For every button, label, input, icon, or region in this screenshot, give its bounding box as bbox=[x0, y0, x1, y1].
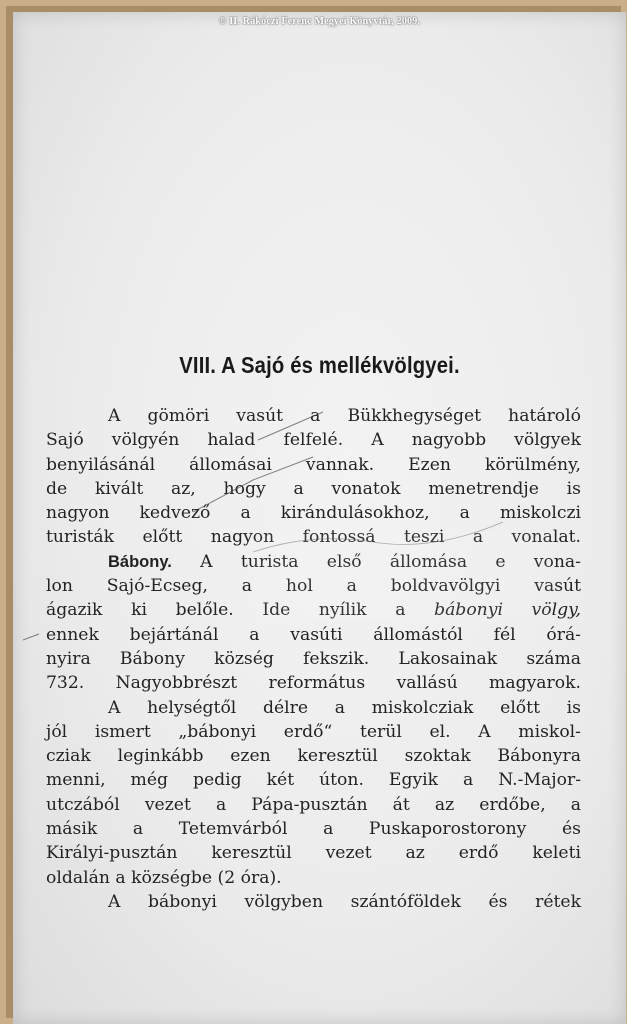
text-line: jól ismert „bábonyi erdő“ terül el. A miskol- bbox=[46, 721, 581, 742]
text-line: Sajó völgyén halad felfelé. A nagyobb völgyek bbox=[46, 430, 581, 451]
copyright-watermark: © II. Rákóczi Ferenc Megyei Könyvtár, 2009. bbox=[218, 16, 421, 27]
text-line: de kivált az, hogy a vonatok menetrendje is bbox=[46, 478, 581, 499]
text-line: A gömöri vasút a Bükkhegységet határoló bbox=[108, 406, 581, 426]
text-line bbox=[46, 550, 581, 574]
text-line: turisták előtt nagyon fontossá teszi a vonalat. bbox=[46, 527, 581, 548]
text-line: benyilásánál állomásai vannak. Ezen körülmény, bbox=[46, 454, 581, 475]
text-line: menni, még pedig két úton. Egyik a N.-Major- bbox=[46, 770, 581, 791]
text-line: lon Sajó-Ecseg, a hol a boldvavölgyi vasút bbox=[46, 576, 581, 597]
text-line: oldalán a községbe (2 óra). bbox=[46, 867, 282, 888]
section-heading-babony: Bábony. bbox=[108, 552, 172, 571]
text-line: ennek bejártánál a vasúti állomástól fél órá- bbox=[46, 624, 581, 645]
chapter-title: VIII. A Sajó és mellékvölgyei. bbox=[179, 352, 460, 378]
text-line: A bábonyi völgyben szántóföldek és rétek bbox=[108, 891, 581, 912]
text-line: másik a Tetemvárból a Puskaporostorony és bbox=[46, 819, 581, 840]
text-line: nagyon kedvező a kirándulásokhoz, a miskolczi bbox=[46, 503, 581, 524]
text-line bbox=[46, 598, 581, 622]
text-line: cziak leginkább ezen keresztül szoktak Bábonyra bbox=[46, 746, 581, 767]
italic-term: bábonyi völgy, bbox=[434, 600, 581, 621]
text-line: 732. Nagyobbrészt református vallású magyarok. bbox=[46, 673, 581, 694]
body-text bbox=[46, 404, 581, 914]
text-line: Királyi-pusztán keresztül vezet az erdő keleti bbox=[46, 843, 581, 864]
text-segment: ágazik ki belőle. Ide nyílik a bbox=[46, 600, 406, 621]
text-segment: A turista első állomása e vona- bbox=[200, 551, 581, 572]
text-line: A helységtől délre a miskolcziak előtt is bbox=[108, 697, 581, 718]
text-line: nyira Bábony község fekszik. Lakosainak száma bbox=[46, 648, 581, 669]
book-page bbox=[13, 12, 626, 1024]
text-line: utczából vezet a Pápa-pusztán át az erdőbe, a bbox=[46, 794, 581, 815]
